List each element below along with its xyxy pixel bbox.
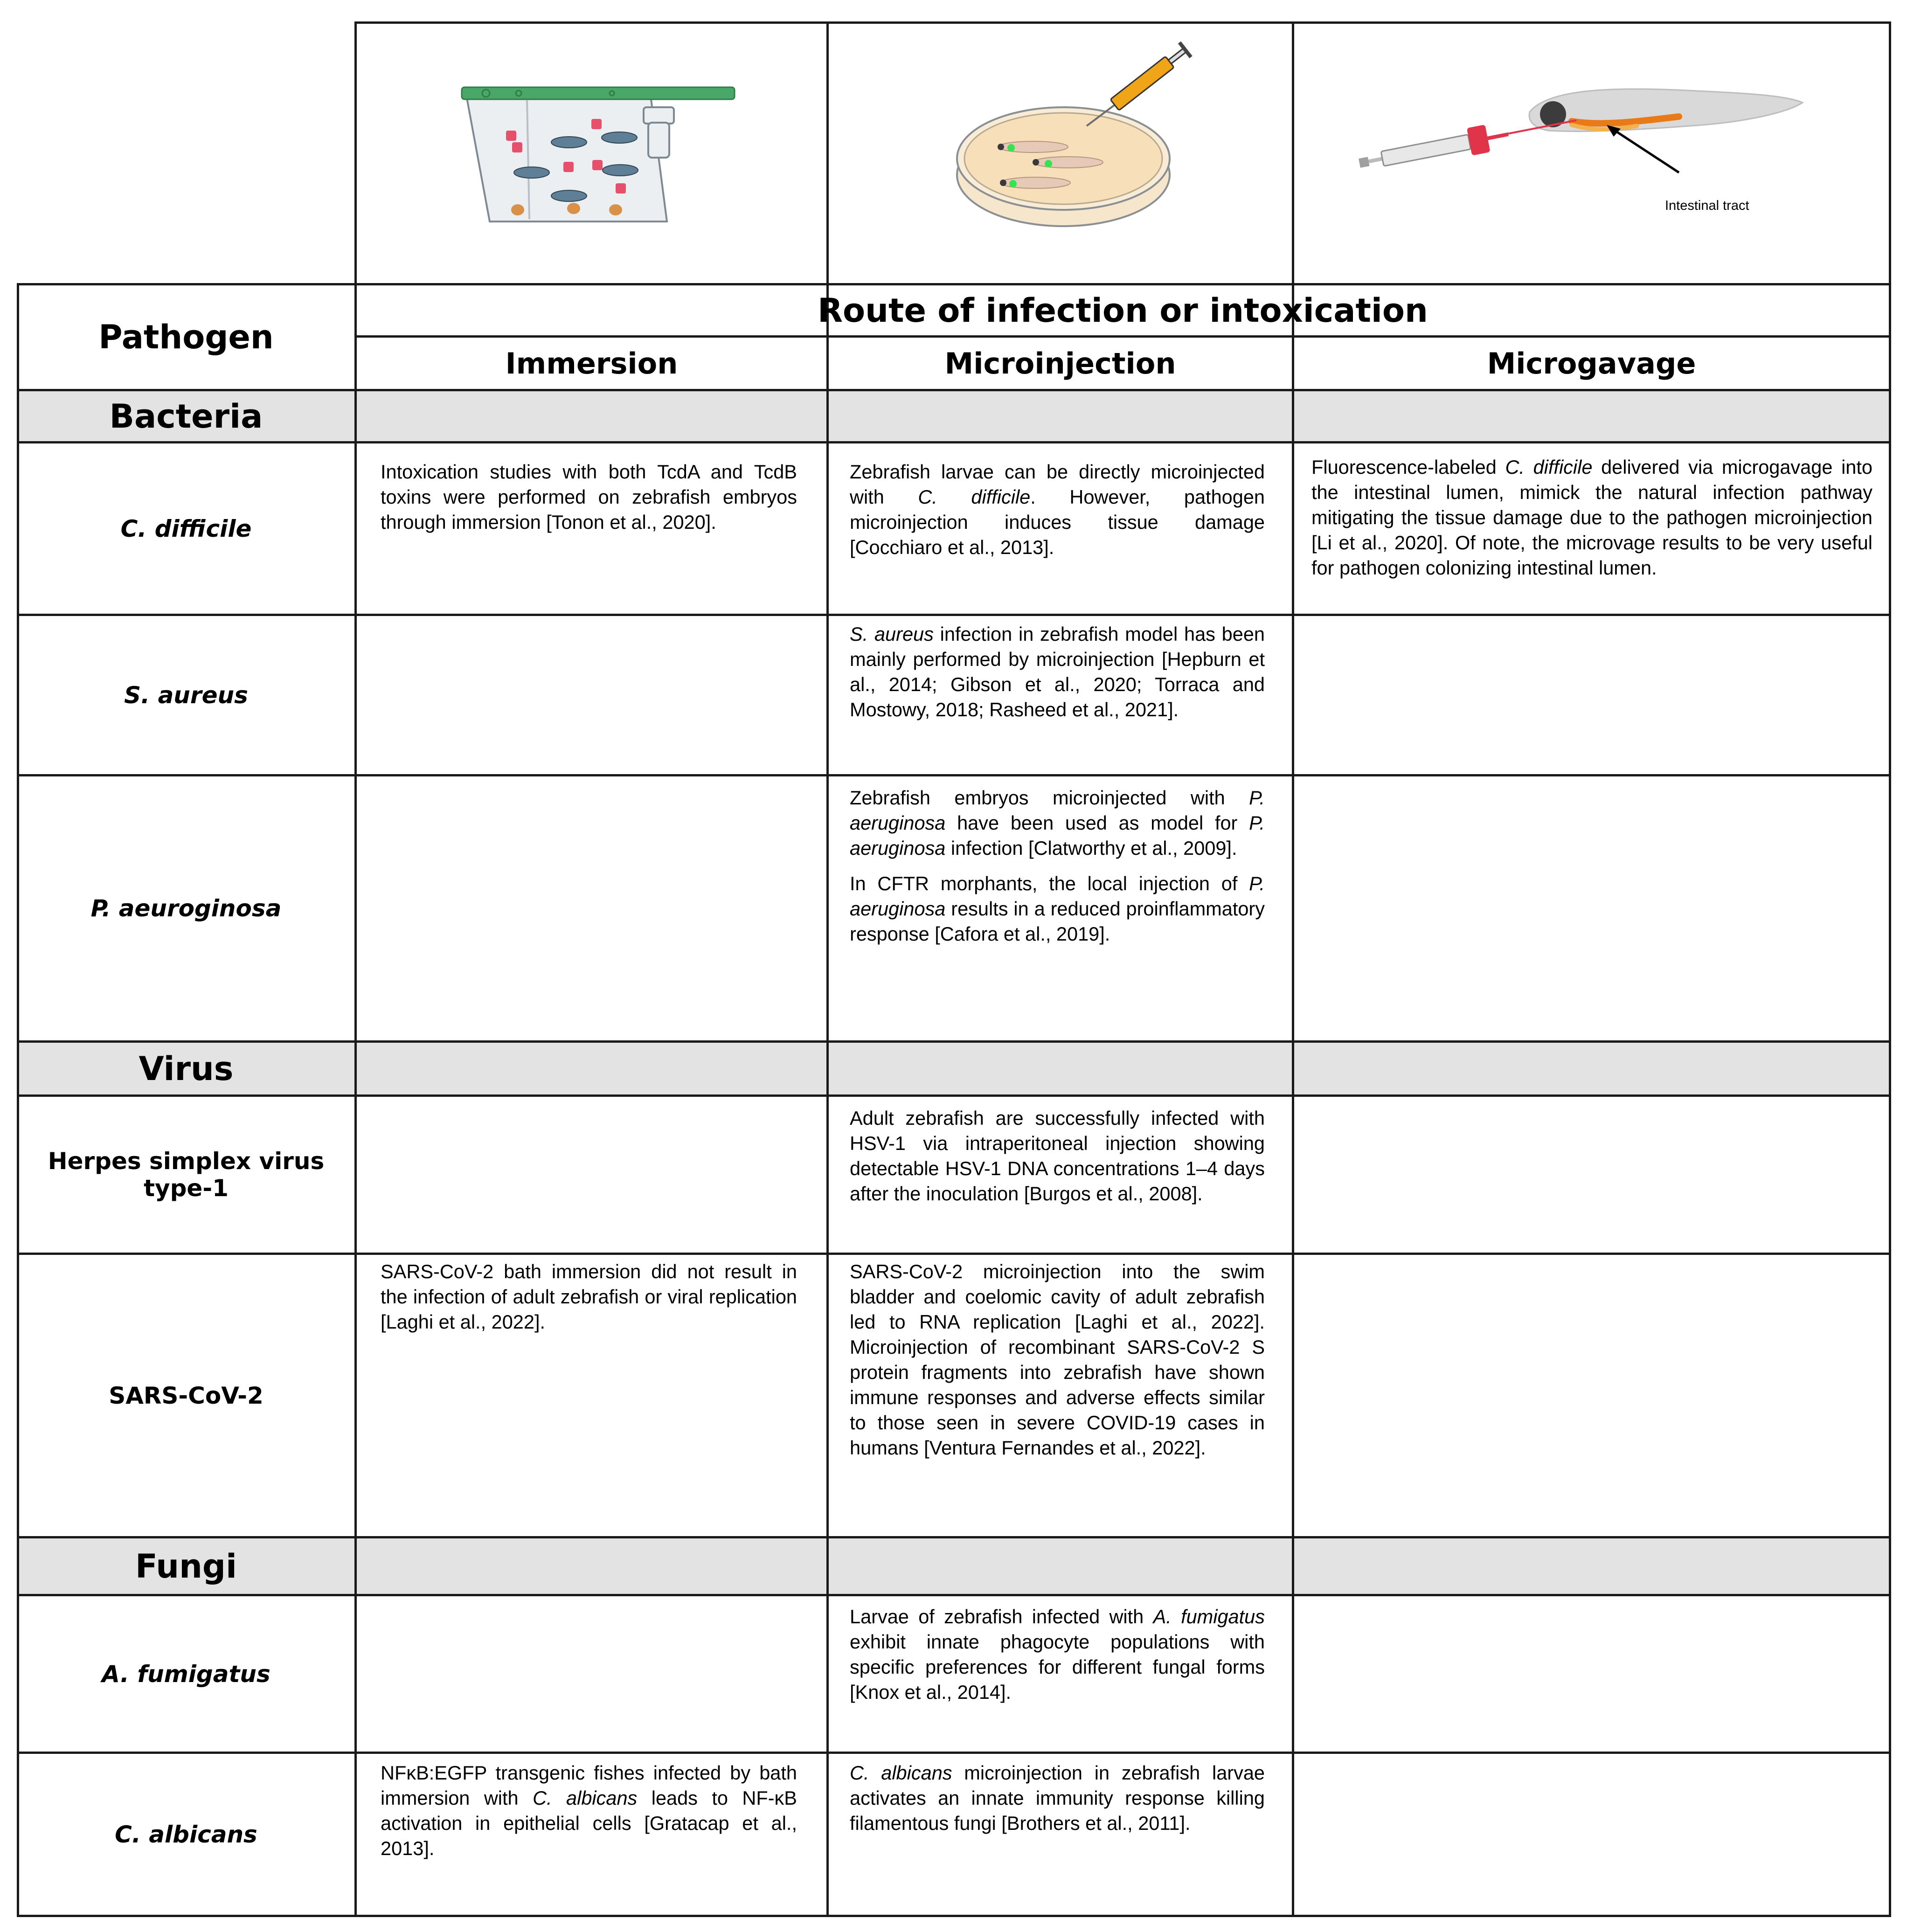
sars-microinjection-cell: SARS-CoV-2 microinjection into the swim bladder and coelomic cavity of adult zebrafish led to RNA replication [Laghi et al., 2022]. Microinjection of recombinant SARS-CoV-2 S protein fragments into zebrafish have shown immune responses and adverse effects similar to those seen in severe COVID-19 cases in humans [Ventura Fernandes et al., 2022]. <box>850 1260 1265 1459</box>
pathogen-name: Herpes simplex virus type-1 <box>48 1148 325 1202</box>
virus-group-label: Virus <box>139 1049 234 1088</box>
afum-microinjection-cell: Larvae of zebrafish infected with A. fumigatus exhibit innate phagocyte populations with specific preferences for different fungal forms [Knox et al., 2014]. <box>850 1606 1265 1703</box>
saureus-microinjection-cell: S. aureus infection in zebrafish model has been mainly performed by microinjection [Hepburn et al., 2014; Gibson et al., 2020; Torraca and Mostowy, 2018; Rasheed et al., 2021]. <box>850 623 1265 720</box>
microgavage-larva-illustration <box>1352 70 1819 224</box>
pathogen-name: A. fumigatus <box>102 1660 270 1688</box>
pathogen-name: C. difficile <box>120 515 252 542</box>
cdiff-immersion-cell: Intoxication studies with both TcdA and TcdB toxins were performed on zebrafish embryos through immersion [Tonon et al., 2020]. <box>381 461 797 533</box>
cdiff-microinjection-cell: Zebrafish larvae can be directly microinjected with C. difficile. However, pathogen microinjection induces tissue damage [Cocchiaro et al., 2013]. <box>850 461 1265 558</box>
immersion-column-header: Immersion <box>505 346 678 381</box>
intestinal-tract-label: Intestinal tract <box>1665 198 1749 213</box>
microgavage-column-header: Microgavage <box>1487 346 1696 381</box>
bacteria-group-label: Bacteria <box>109 397 263 436</box>
pathogen-name: P. aeuroginosa <box>90 895 282 922</box>
calb-microinjection-cell: C. albicans microinjection in zebrafish larvae activates an innate immunity response killing filamentous fungi [Brothers et al., 2011]. <box>850 1762 1265 1834</box>
pathogen-name: SARS-CoV-2 <box>109 1382 264 1409</box>
calb-immersion-cell: NFκB:EGFP transgenic fishes infected by bath immersion with C. albicans leads to NF-κB activation in epithelial cells [Gratacap et al., 2013]. <box>381 1762 797 1859</box>
fungi-group-label: Fungi <box>135 1547 237 1586</box>
sars-immersion-cell: SARS-CoV-2 bath immersion did not result in the infection of adult zebrafish or viral replication [Laghi et al., 2022]. <box>381 1260 797 1333</box>
paeru-microinjection-cell: Zebrafish embryos microinjected with P. aeruginosa have been used as model for P. aeruginosa infection [Clatworthy et al., 2009]. In CFTR morphants, the local injection of P. aeruginosa results in a reduced proinflammatory response [Cafora et al., 2019]. <box>850 787 1265 945</box>
pathogen-name: C. albicans <box>115 1821 257 1848</box>
pathogen-name: S. aureus <box>124 681 248 709</box>
microinjection-column-header: Microinjection <box>944 346 1176 381</box>
hsv-microinjection-cell: Adult zebrafish are successfully infected with HSV-1 via intraperitoneal injection showing detectable HSV-1 DNA concentrations 1–4 days after the inoculation [Burgos et al., 2008]. <box>850 1107 1265 1205</box>
microinjection-dish-illustration <box>956 51 1175 233</box>
cdiff-microgavage-cell: Fluorescence-labeled C. difficile delivered via microgavage into the intestinal lumen, mimick the natural infection pathway mitigating the tissue damage due to the pathogen microinjection [Li et al., 2020]. Of note, the microvage results to be very useful for pathogen colonizing intestinal lumen. <box>1311 456 1872 579</box>
pathogen-header: Pathogen <box>98 318 274 356</box>
route-header: Route of infection or intoxication <box>818 291 1428 330</box>
immersion-tank-illustration <box>462 82 742 231</box>
